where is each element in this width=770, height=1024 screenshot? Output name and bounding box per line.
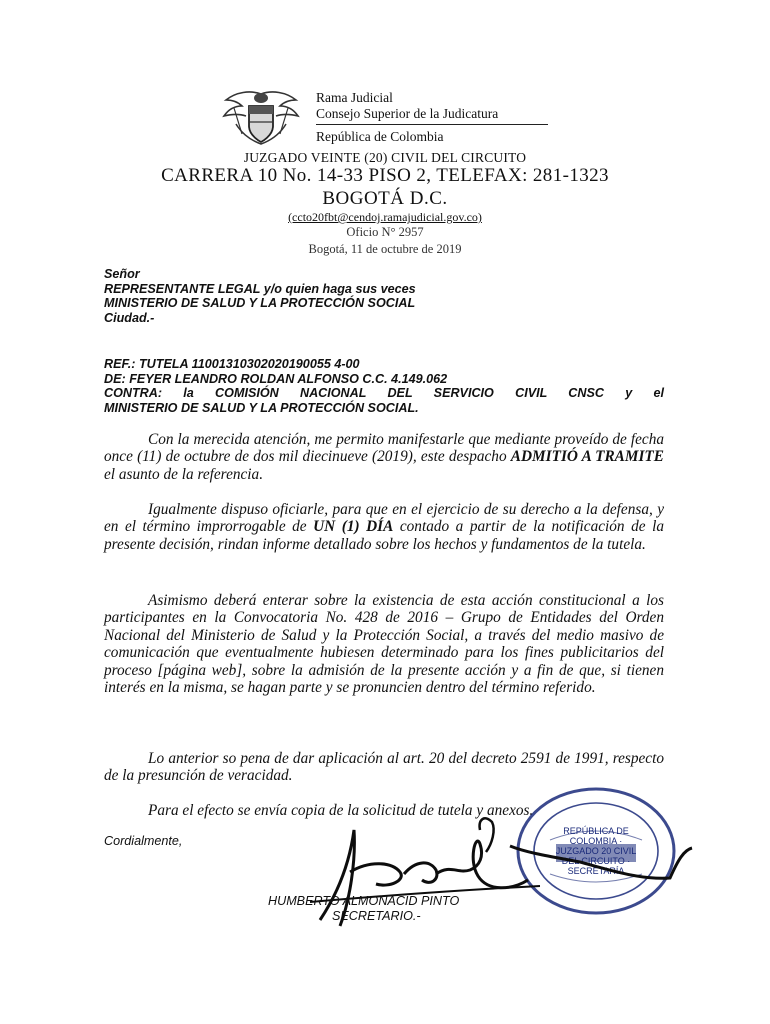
signer-block xyxy=(268,894,459,924)
stamp-text: REPÚBLICA DE COLOMBIA · JUZGADO 20 CIVIL DEL CIRCUITO · SECRETARÍA xyxy=(555,826,637,876)
letterhead-line3: República de Colombia xyxy=(316,129,444,144)
paragraph-2-text-end: contado a partir de la notificación de la presente decisión, rindan informe detallado sobre los hechos y fundamentos de la tutela. xyxy=(104,518,664,553)
recipient-city: Ciudad.- xyxy=(104,310,155,325)
reference-ref: REF.: TUTELA 11001310302020190055 4-00 xyxy=(104,357,360,371)
paragraph-3-text: Asimismo deberá enterar sobre la existencia de esta acción constitucional a los participantes en la Convocatoria No. 428 de 2016 – Grupo de Entidades del Orden Nacional del Ministerio de Salud y la Protección Social, a través del medio masivo de comunicación que eventualmente hubiesen determinado para los fines publicitarios del proceso [página web], sobre la admisión de la presente acción y a fin de que, si tienen interés en la misma, se hagan parte y se pronuncien dentro del término referido. xyxy=(104,592,664,697)
paragraph-2-emphasis: UN (1) DÍA xyxy=(313,518,394,536)
letterhead-line1: Rama Judicial xyxy=(316,90,393,105)
reference-contra: CONTRA: la COMISIÓN NACIONAL DEL SERVICIO CIVIL CNSC y el xyxy=(104,386,664,401)
letter-date: Bogotá, 11 de octubre de 2019 xyxy=(308,242,462,256)
paragraph-1 xyxy=(104,431,664,483)
oficio-number: Oficio N° 2957 xyxy=(346,225,424,239)
court-email: (ccto20fbt@cendoj.ramajudicial.gov.co) xyxy=(288,210,482,224)
paragraph-5-text: Para el efecto se envía copia de la solicitud de tutela y anexos. xyxy=(148,802,534,819)
letterhead-line2: Consejo Superior de la Judicatura xyxy=(316,106,499,121)
court-city: BOGOTÁ D.C. xyxy=(322,188,448,209)
court-name: JUZGADO VEINTE (20) CIVIL DEL CIRCUITO xyxy=(243,150,527,165)
paragraph-4 xyxy=(104,750,664,785)
paragraph-2-text: Igualmente dispuso oficiarle, para que en el ejercicio de su derecho a la defensa, y en el término improrrogable de xyxy=(104,501,664,536)
closing-salutation: Cordialmente, xyxy=(104,834,183,848)
paragraph-3 xyxy=(104,592,664,696)
paragraph-1-text: Con la merecida atención, me permito manifestarle que mediante proveído de fecha once (11) de octubre de dos mil diecinueve (2019), este despacho xyxy=(104,431,664,466)
letterhead-rule xyxy=(316,124,548,125)
reference-contra-line2: MINISTERIO DE SALUD Y LA PROTECCIÓN SOCIAL. xyxy=(104,400,419,415)
court-address: CARRERA 10 No. 14-33 PISO 2, TELEFAX: 281-1323 xyxy=(161,165,609,186)
signer-role: SECRETARIO.- xyxy=(332,909,421,923)
reference-de: DE: FEYER LEANDRO ROLDAN ALFONSO C.C. 4.149.062 xyxy=(104,371,448,386)
recipient-entity: MINISTERIO DE SALUD Y LA PROTECCIÓN SOCIAL xyxy=(104,296,416,311)
coat-of-arms-icon xyxy=(220,88,302,148)
letterhead-block xyxy=(316,90,548,145)
paragraph-1-text-end: el asunto de la referencia. xyxy=(104,465,264,483)
recipient-title: REPRESENTANTE LEGAL y/o quien haga sus veces xyxy=(104,281,416,296)
signer-name: HUMBERTO ALMONACID PINTO xyxy=(268,894,460,908)
paragraph-1-emphasis: ADMITIÓ A TRAMITE xyxy=(510,448,664,466)
recipient-block xyxy=(104,267,416,325)
reference-block xyxy=(104,357,664,415)
paragraph-4-text: Lo anterior so pena de dar aplicación al art. 20 del decreto 2591 de 1991, respecto de la presunción de veracidad. xyxy=(104,750,664,785)
paragraph-2 xyxy=(104,501,664,553)
recipient-salutation: Señor xyxy=(104,267,140,281)
